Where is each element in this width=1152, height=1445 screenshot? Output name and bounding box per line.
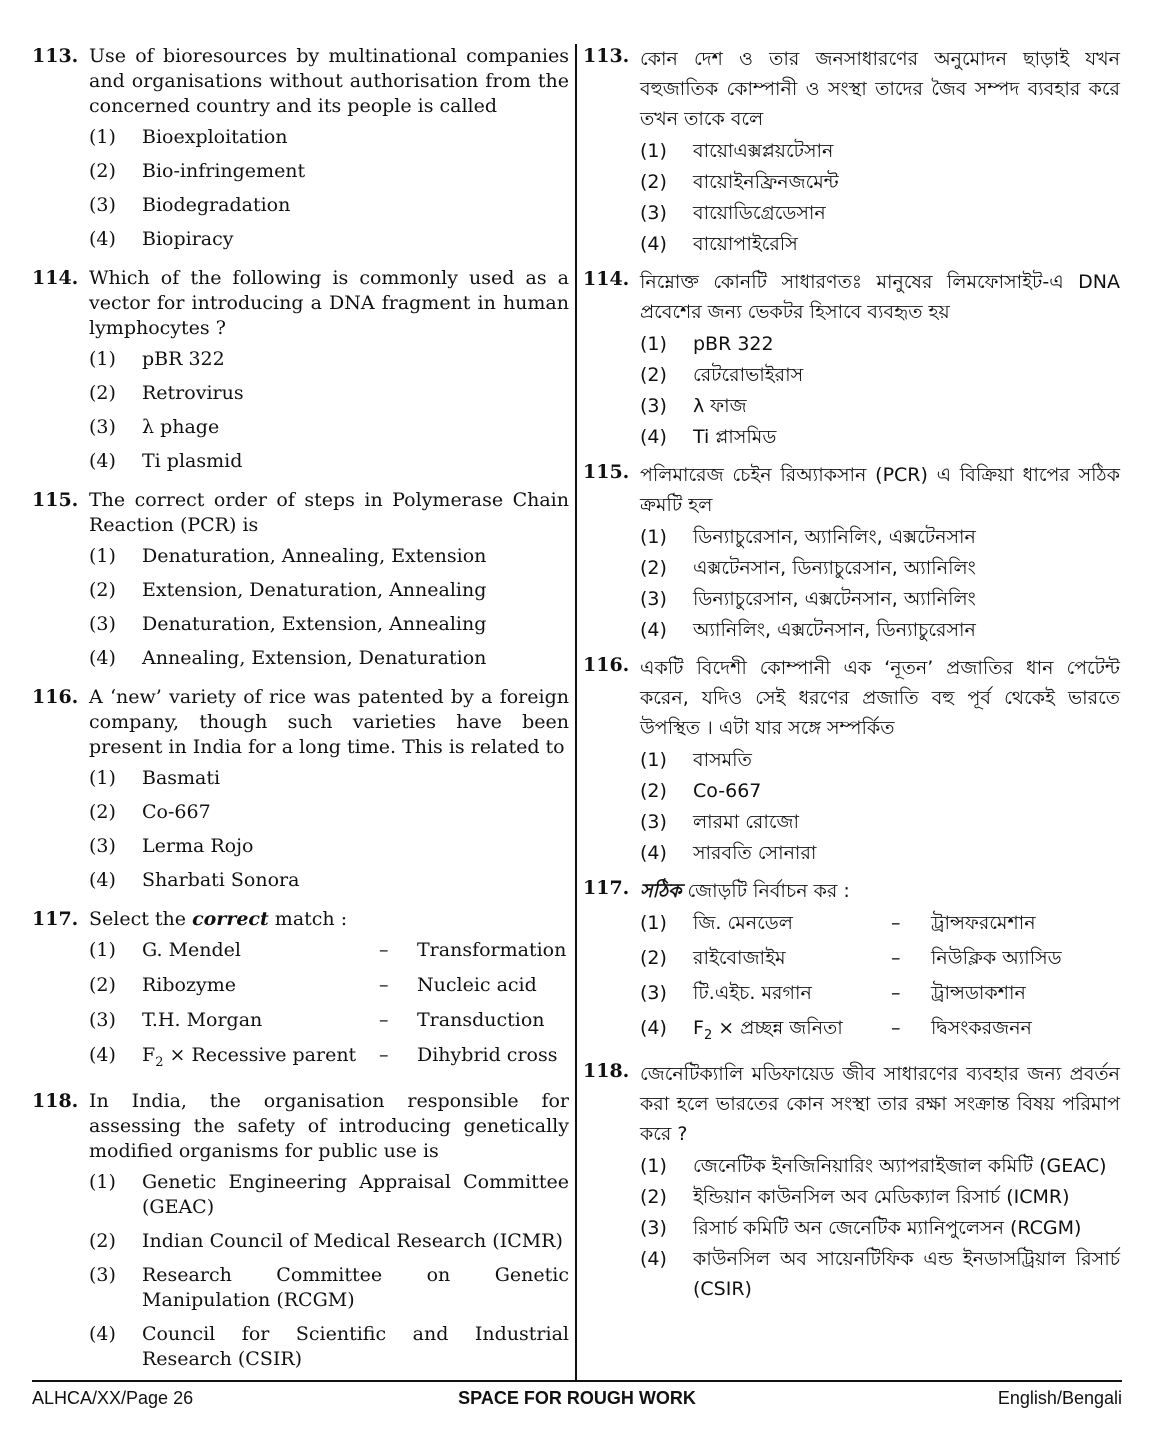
question-114-en <box>32 266 569 474</box>
option-text: বাসমতি <box>693 749 752 771</box>
option-number: (2) <box>89 160 116 182</box>
question-text: কোন দেশ ও তার জনসাধারণের অনুমোদন ছাড়াই যখন বহুজাতিক কোম্পানী ও সংস্থা তাদের জৈব সম্পদ ব্যবহার করে তখন তাকে বলে <box>640 48 1120 130</box>
match-left <box>693 1013 891 1051</box>
match-left-subscript: 2 <box>155 1054 164 1070</box>
option-number: (3) <box>89 194 116 216</box>
question-text <box>89 907 569 932</box>
match-row-4 <box>640 1013 1120 1051</box>
match-dash: – <box>891 982 901 1004</box>
question-114-bn <box>583 267 1120 452</box>
match-left: Ribozyme <box>142 974 236 996</box>
page-footer <box>32 1388 1122 1418</box>
option-text: Lerma Rojo <box>142 835 254 857</box>
option-number: (3) <box>640 1216 667 1239</box>
options-list <box>89 544 569 671</box>
option-2 <box>89 578 569 603</box>
option-number: (2) <box>89 579 116 601</box>
match-dash: – <box>379 1009 389 1031</box>
match-row-2 <box>89 973 569 998</box>
option-2 <box>89 800 569 825</box>
option-text: Bio-infringement <box>142 160 306 182</box>
option-number: (3) <box>89 1009 116 1031</box>
option-text: রেটরোভাইরাস <box>693 364 804 386</box>
option-number: (1) <box>640 1154 667 1177</box>
question-117-en <box>32 907 569 1075</box>
option-number: (1) <box>640 140 667 162</box>
bengali-column <box>583 44 1120 1312</box>
match-left-subscript: 2 <box>703 1027 713 1043</box>
option-text: Denaturation, Extension, Annealing <box>142 613 487 635</box>
option-number: (1) <box>89 126 116 148</box>
option-number: (1) <box>640 749 667 771</box>
question-number: 117. <box>583 877 630 899</box>
option-number: (2) <box>89 974 116 996</box>
option-number: (4) <box>640 233 667 255</box>
question-text-emphasis: correct <box>192 908 269 930</box>
option-number: (2) <box>640 557 667 579</box>
match-row-1 <box>89 938 569 963</box>
option-3 <box>640 1213 1120 1243</box>
question-text: জেনেটিক্যালি মডিফায়েড জীব সাধারণের ব্যবহার জন্য প্রবর্তন করা হলে ভারতের কোন সংস্থা তার রক্ষা সংক্রান্ত বিষয় পরিমাপ করে ? <box>640 1062 1120 1145</box>
column-divider <box>575 44 577 1380</box>
option-number: (3) <box>640 588 667 610</box>
option-number: (4) <box>640 619 667 641</box>
match-left-pre: F <box>142 1044 156 1066</box>
match-left-post: × প্রচ্ছন্ন জনিতা <box>712 1017 843 1039</box>
option-text: বায়োপাইরেসি <box>693 233 798 255</box>
option-2 <box>640 776 1120 806</box>
option-text: Annealing, Extension, Denaturation <box>142 647 487 669</box>
question-116-bn <box>583 653 1120 868</box>
options-list <box>640 329 1120 452</box>
question-number: 117. <box>32 908 79 930</box>
option-number: (3) <box>89 416 116 438</box>
match-left-pre: F <box>693 1017 704 1039</box>
option-text: কাউনসিল অব সায়েনটিফিক এন্ড ইনডাসট্রিয়াল রিসার্চ (CSIR) <box>693 1247 1120 1300</box>
option-2 <box>89 1229 569 1254</box>
option-1 <box>640 136 1120 166</box>
option-1 <box>640 329 1120 359</box>
option-number: (3) <box>640 811 667 833</box>
match-right: ট্রান্সডাকশান <box>931 982 1026 1004</box>
option-text: Research Committee on Genetic Manipulation (RCGM) <box>142 1263 569 1311</box>
option-text: এক্সটেনসান, ডিন্যাচুরেসান, অ্যানিলিং <box>693 557 976 579</box>
question-number: 116. <box>32 686 79 708</box>
option-number: (1) <box>89 545 116 567</box>
match-right: Transformation <box>417 939 567 961</box>
option-2 <box>640 360 1120 390</box>
option-number: (1) <box>89 348 116 370</box>
question-number: 116. <box>583 654 630 676</box>
option-1 <box>89 347 569 372</box>
option-text: Sharbati Sonora <box>142 869 300 891</box>
options-list <box>89 1170 569 1372</box>
option-number: (1) <box>89 1170 116 1193</box>
question-115-en <box>32 488 569 671</box>
option-text: Denaturation, Annealing, Extension <box>142 545 487 567</box>
question-text: পলিমারেজ চেইন রিঅ্যাকসান (PCR) এ বিক্রিয়া ধাপের সঠিক ক্রমটি হল <box>640 464 1120 516</box>
option-number: (4) <box>89 450 116 472</box>
option-text: Retrovirus <box>142 382 244 404</box>
match-dash: – <box>891 912 901 934</box>
question-text: Use of bioresources by multinational companies and organisations without authorisation from the concerned country and its people is called <box>89 45 569 117</box>
question-113-bn <box>583 44 1120 259</box>
option-2 <box>640 1182 1120 1212</box>
option-text: Co-667 <box>142 801 211 823</box>
option-4 <box>89 227 569 252</box>
question-text <box>640 876 1120 906</box>
question-117-bn <box>583 876 1120 1051</box>
option-2 <box>89 381 569 406</box>
option-number: (3) <box>640 202 667 224</box>
match-right: দ্বিসংকরজনন <box>931 1017 1032 1039</box>
option-number: (3) <box>640 982 667 1004</box>
option-4 <box>640 1244 1120 1304</box>
option-1 <box>640 1151 1120 1181</box>
option-text: λ ফাজ <box>693 395 747 417</box>
option-text: ইন্ডিয়ান কাউনসিল অব মেডিক্যাল রিসার্চ (ICMR) <box>693 1185 1070 1208</box>
option-text: λ phage <box>142 416 220 438</box>
match-right: Nucleic acid <box>417 974 537 996</box>
match-right: নিউক্লিক অ্যাসিড <box>931 947 1062 969</box>
option-number: (4) <box>89 647 116 669</box>
option-text: Ti প্লাসমিড <box>693 426 777 448</box>
option-text: জেনেটিক ইনজিনিয়ারিং অ্যাপরাইজাল কমিটি (GEAC) <box>693 1154 1107 1177</box>
match-dash: – <box>379 974 389 996</box>
option-3 <box>89 193 569 218</box>
match-left: G. Mendel <box>142 939 241 961</box>
match-left: টি.এইচ. মরগান <box>693 982 812 1004</box>
question-115-bn <box>583 460 1120 645</box>
option-number: (1) <box>640 526 667 548</box>
option-1 <box>89 766 569 791</box>
options-list <box>640 522 1120 645</box>
question-text: A ‘new’ variety of rice was patented by a foreign company, though such varieties have been present in India for a long time. This is related to <box>89 686 569 758</box>
match-dash: – <box>379 939 389 961</box>
match-row-3 <box>89 1008 569 1033</box>
question-text-post: match : <box>268 908 348 930</box>
option-2 <box>640 553 1120 583</box>
options-list <box>640 136 1120 259</box>
match-left <box>142 1043 379 1075</box>
option-1 <box>89 1170 569 1220</box>
question-text: নিম্নোক্ত কোনটি সাধারণতঃ মানুষের লিমফোসাইট-এ DNA প্রবেশের জন্য ভেকটর হিসাবে ব্যবহৃত হয় <box>640 271 1120 323</box>
question-text-post: জোড়টি নির্বাচন কর : <box>681 880 850 902</box>
option-1 <box>89 125 569 150</box>
option-number: (2) <box>640 780 667 802</box>
option-text: pBR 322 <box>693 333 774 355</box>
option-3 <box>89 612 569 637</box>
option-text: Genetic Engineering Appraisal Committee (GEAC) <box>142 1170 569 1218</box>
option-3 <box>89 834 569 859</box>
match-left: T.H. Morgan <box>142 1009 263 1031</box>
option-text: Basmati <box>142 767 221 789</box>
option-2 <box>89 159 569 184</box>
options-list <box>640 745 1120 868</box>
option-text: Biopiracy <box>142 228 234 250</box>
page-code: ALHCA/XX/Page 26 <box>32 1388 194 1408</box>
option-3 <box>89 1263 569 1313</box>
option-number: (3) <box>89 613 116 635</box>
option-number: (1) <box>89 939 116 961</box>
option-number: (2) <box>89 801 116 823</box>
option-number: (2) <box>640 364 667 386</box>
option-4 <box>640 615 1120 645</box>
option-1 <box>640 745 1120 775</box>
option-4 <box>640 229 1120 259</box>
option-text: অ্যানিলিং, এক্সটেনসান, ডিন্যাচুরেসান <box>693 619 976 641</box>
option-number: (1) <box>89 767 116 789</box>
question-text-emphasis: সঠিক <box>640 880 682 902</box>
option-4 <box>640 838 1120 868</box>
option-text: সারবতি সোনারা <box>693 842 817 864</box>
option-2 <box>640 167 1120 197</box>
question-text-pre: Select the <box>89 908 193 930</box>
question-118-en <box>32 1089 569 1372</box>
rough-work-label: SPACE FOR ROUGH WORK <box>458 1388 696 1408</box>
option-text: Extension, Denaturation, Annealing <box>142 579 487 601</box>
option-number: (3) <box>89 835 116 857</box>
option-4 <box>89 868 569 893</box>
match-dash: – <box>379 1044 389 1066</box>
question-number: 118. <box>32 1089 79 1112</box>
match-row-4 <box>89 1043 569 1075</box>
option-text: Biodegradation <box>142 194 291 216</box>
options-list <box>89 766 569 893</box>
question-number: 114. <box>32 267 79 289</box>
option-text: ডিন্যাচুরেসান, এক্সটেনসান, অ্যানিলিং <box>693 588 976 610</box>
question-118-bn <box>583 1059 1120 1304</box>
option-text: বায়োডিগ্রেডেসান <box>693 202 826 224</box>
option-number: (4) <box>89 869 116 891</box>
match-right: ট্রান্সফরমেশান <box>931 912 1036 934</box>
options-list <box>89 125 569 252</box>
match-right: Dihybrid cross <box>417 1044 558 1066</box>
option-text: Co-667 <box>693 780 762 802</box>
option-text: pBR 322 <box>142 348 225 370</box>
question-text: একটি বিদেশী কোম্পানী এক ‘নূতন’ প্রজাতির ধান পেটেন্ট করেন, যদিও সেই ধরণের প্রজাতি বহু পূর্ব থেকেই ভারতে উপস্থিত । এটা যার সঙ্গে সম্পর্কিত <box>640 657 1120 739</box>
match-left: জি. মেনডেল <box>693 912 793 934</box>
option-text: রিসার্চ কমিটি অন জেনেটিক ম্যানিপুলেসন (RCGM) <box>693 1216 1082 1239</box>
option-1 <box>89 544 569 569</box>
option-4 <box>89 449 569 474</box>
match-dash: – <box>891 947 901 969</box>
question-number: 114. <box>583 268 630 290</box>
option-3 <box>640 584 1120 614</box>
match-dash: – <box>891 1017 901 1039</box>
option-number: (2) <box>89 382 116 404</box>
option-number: (4) <box>89 228 116 250</box>
option-number: (4) <box>640 1247 667 1270</box>
option-text: বায়োএক্সপ্লয়টেসান <box>693 140 834 162</box>
option-number: (2) <box>640 947 667 969</box>
question-number: 115. <box>583 461 630 483</box>
question-text: Which of the following is commonly used as a vector for introducing a DNA fragment in human lymphocytes ? <box>89 267 569 339</box>
options-list <box>89 347 569 474</box>
option-text: Council for Scientific and Industrial Research (CSIR) <box>142 1322 569 1370</box>
match-list <box>640 908 1120 1051</box>
question-number: 115. <box>32 489 79 511</box>
question-number: 113. <box>583 45 630 67</box>
option-number: (2) <box>640 171 667 193</box>
option-3 <box>640 807 1120 837</box>
match-row-1 <box>640 908 1120 938</box>
question-116-en <box>32 685 569 893</box>
option-number: (3) <box>640 395 667 417</box>
option-4 <box>89 1322 569 1372</box>
option-3 <box>89 415 569 440</box>
option-3 <box>640 391 1120 421</box>
option-number: (3) <box>89 1263 116 1286</box>
match-row-2 <box>640 943 1120 973</box>
option-number: (4) <box>640 842 667 864</box>
question-113-en <box>32 44 569 252</box>
option-number: (2) <box>89 1229 116 1252</box>
option-number: (1) <box>640 333 667 355</box>
option-4 <box>89 646 569 671</box>
option-number: (4) <box>89 1044 116 1066</box>
english-column <box>32 44 569 1386</box>
question-number: 118. <box>583 1059 630 1082</box>
option-text: Ti plasmid <box>142 450 243 472</box>
match-list <box>89 938 569 1075</box>
match-right: Transduction <box>417 1009 545 1031</box>
option-number: (1) <box>640 912 667 934</box>
question-text: The correct order of steps in Polymerase Chain Reaction (PCR) is <box>89 489 569 536</box>
question-text: In India, the organisation responsible for assessing the safety of introducing genetically modified organisms for public use is <box>89 1089 569 1162</box>
options-list <box>640 1151 1120 1304</box>
question-number: 113. <box>32 45 79 67</box>
match-row-3 <box>640 978 1120 1008</box>
option-4 <box>640 422 1120 452</box>
option-3 <box>640 198 1120 228</box>
language-label: English/Bengali <box>997 1388 1122 1408</box>
option-number: (2) <box>640 1185 667 1208</box>
option-number: (4) <box>640 426 667 448</box>
option-number: (4) <box>640 1017 667 1039</box>
option-number: (4) <box>89 1322 116 1345</box>
option-text: বায়োইনফ্রিনজমেন্ট <box>693 171 839 193</box>
match-left-post: × Recessive parent <box>163 1044 357 1066</box>
match-left: রাইবোজাইম <box>693 947 786 969</box>
option-1 <box>640 522 1120 552</box>
option-text: Bioexploitation <box>142 126 288 148</box>
option-text: Indian Council of Medical Research (ICMR) <box>142 1229 563 1252</box>
option-text: ডিন্যাচুরেসান, অ্যানিলিং, এক্সটেনসান <box>693 526 976 548</box>
option-text: লারমা রোজো <box>693 811 800 833</box>
